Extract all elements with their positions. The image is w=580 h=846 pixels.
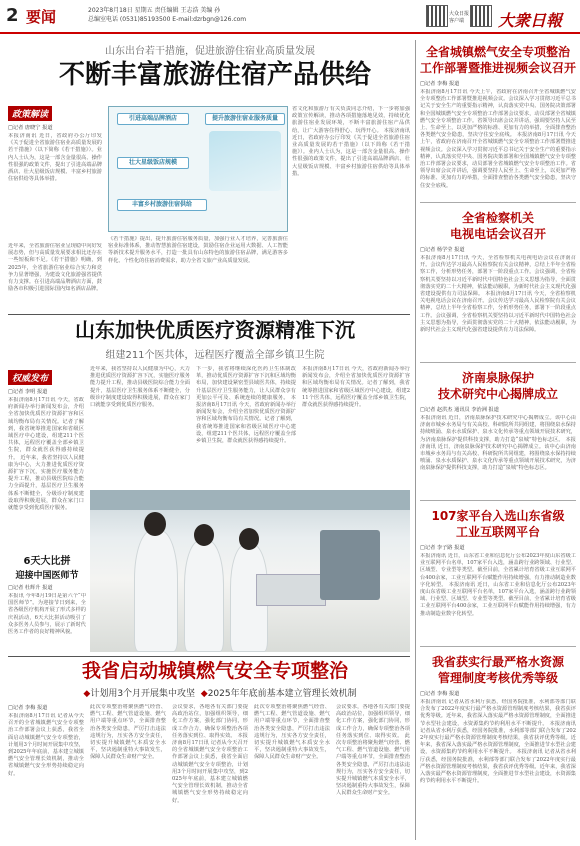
lead-paragraph: 《若干措施》提出，提升旅游住宿服务质量，加强行业人才培养，完善旅游住宿业标准体系，推动智慧旅游住宿建设，鼓励住宿企业运用大数据、人工智能等新技术提升服务水平，打造一批具有山东特色的旅游住宿品牌，满足游客多样化、个性化的住宿消费需求，助力全省文旅产业高质量发展。 bbox=[108, 236, 288, 264]
right-story5-headline bbox=[420, 654, 576, 686]
right-story1-headline bbox=[420, 44, 576, 76]
lead-byline: □记者 唐晓宁 报道 bbox=[8, 125, 53, 131]
qr-code-icon bbox=[426, 5, 448, 27]
medical-headline: 山东加快优质医疗资源精准下沉 bbox=[75, 318, 355, 342]
story-paragraph: 本报济南讯 记者从省水利厅获悉，经国务院批准，水利部等部门联合发布了2022年度实行最严格水资源管理制度考核结果，我省获评优秀等级。近年来，我省深入落实最严格水资源管理制度，全面推进节水型社会建设，水资源集约节约利用水平不断提升。 bbox=[420, 699, 576, 727]
story-divider bbox=[420, 362, 576, 363]
right-story2-body bbox=[420, 255, 576, 359]
doctor-figure bbox=[184, 540, 224, 652]
headline-line: 全省城镇燃气安全专项整治 bbox=[425, 45, 570, 59]
story-paragraph: 本报济南8月17日讯 今天，全省检察机关电视电话会议在济南召开。会议传达学习最高人民检察院有关会议精神，总结上半年全省检察工作，分析形势任务，部署下一阶段重点工作。会议强调，全省检察机关要坚持以习近平新时代中国特色社会主义思想为指导，全面贯彻落实党的二十大精神，依法能动履职，为新时代社会主义现代化强省建设提供有力司法保障。 bbox=[420, 291, 576, 334]
right-story2-headline bbox=[420, 210, 576, 242]
qr-code-icon bbox=[470, 5, 492, 27]
headline-line: 工作部署暨推进视频会议召开 bbox=[420, 61, 577, 75]
medical-body-col3 bbox=[196, 366, 296, 486]
gas-paragraph: 本报济南8月17日讯 记者从今天召开的全省城镇燃气安全专项整治工作部署会议上获悉，我省全面启动城镇燃气安全专项整治，计划用3个月时间开展集中攻坚，到2025年年底前，基本建立城镇燃气安全管理长效机制，推动全省城镇燃气安全形势持续稳定向好。 bbox=[172, 732, 248, 804]
gas-subheads bbox=[40, 686, 400, 699]
story-paragraph: 本报济南8月17日讯 今天上午，省政府在济南召开全省城镇燃气安全专项整治工作部署暨推进视频会议。会议深入学习贯彻习近平总书记关于安全生产的重要指示精神，认真落实党中央、国务院决策部署和全国城镇燃气安全专项整治工作部署会议要求，动员部署全省城镇燃气安全专项整治工作。省领导出席会议并讲话，强调要坚持人民至上、生命至上，以更加严格的标准、更加有力的举措，全面排查整治各类燃气安全隐患，坚决守住安全底线。 bbox=[420, 89, 576, 139]
gas-body-col2 bbox=[90, 704, 166, 841]
page-number: 2 bbox=[6, 5, 19, 26]
gas-paragraph: 此次专项整治将聚焦燃气经营、燃气工程、燃气管道设施、燃气用户端等重点环节，全面排查整治各类安全隐患，严厉打击违法违规行为，压实各方安全责任，切实提升城镇燃气本质安全水平，坚决遏制重特大事故发生，保障人民群众生命财产安全。 bbox=[90, 704, 166, 761]
right-story3-headline bbox=[420, 370, 576, 402]
medical-equipment bbox=[256, 574, 326, 606]
section-title: 要闻 bbox=[26, 8, 57, 26]
headline-line: 技术研究中心揭牌成立 bbox=[437, 387, 558, 401]
headline-line: 107家平台入选山东省级 bbox=[431, 509, 565, 523]
medical-paragraph: 近年来，我省坚持以人民健康为中心，大力推进优质医疗资源扩容下沉，实施医疗服务能力提升工程，推动县级医院综合能力全面提升，基层医疗卫生服务体系不断健全，分级诊疗制度建设取得积极进展，群众在家门口就能享受到优质医疗服务。 bbox=[90, 366, 190, 409]
headline-line: 工业互联网平台 bbox=[455, 525, 540, 539]
infographic-item: 丰富乡村旅游住宿供给 bbox=[117, 199, 207, 211]
medical-body-col1 bbox=[8, 397, 84, 543]
gas-body-col5 bbox=[336, 704, 410, 841]
right-story4-byline: □记者 李子路 报道 bbox=[420, 545, 465, 551]
lead-headline: 不断丰富旅游住宿产品供给 bbox=[58, 60, 371, 90]
column-divider bbox=[415, 40, 416, 840]
story-divider bbox=[420, 500, 576, 501]
sidebar-headline: 6天大比拼 bbox=[23, 556, 71, 567]
gas-body-col3 bbox=[172, 704, 248, 841]
doctor-head bbox=[194, 524, 214, 546]
story-paragraph: 本报济南讯 记者从省水利厅获悉，经国务院批准，水利部等部门联合发布了2022年度实行最严格水资源管理制度考核结果，我省获评优秀等级。近年来，我省深入落实最严格水资源管理制度，全面推进节水型社会建设，水资源集约节约利用水平不断提升。 bbox=[420, 720, 576, 756]
ceiling bbox=[90, 490, 410, 510]
story-paragraph: 本报济南讯 近日，济南泉脉保护技术研究中心揭牌成立。该中心由济南市城乡水务局与有关高校、科研院所共同组建，将围绕泉水保持持续喷涌、泉水水质保护、泉水文化传承等重点领域开展技术研究，为济南泉脉保护提供科技支撑，助力打造“泉城”特色标志区。 bbox=[420, 436, 576, 472]
infographic-item: 提升旅游住宿业服务质量 bbox=[205, 113, 285, 125]
right-story1-byline: □记者 李梅 报道 bbox=[420, 81, 460, 87]
newspaper-logo: 大衆日報 bbox=[498, 11, 563, 30]
gas-body-col1 bbox=[8, 713, 84, 841]
story-paragraph: 本报济南讯 记者从省水利厅获悉，经国务院批准，水利部等部门联合发布了2022年度实行最严格水资源管理制度考核结果，我省获评优秀等级。近年来，我省深入落实最严格水资源管理制度，全面推进节水型社会建设，水资源集约节约利用水平不断提升。 bbox=[420, 749, 576, 785]
lead-paragraph: 省文化和旅游厅有关负责同志介绍，下一步将加强政策宣传解读，推动各项措施落地见效，持续优化旅游住宿业发展环境，不断丰富旅游住宿产品供给，让广大游客住得舒心、玩得开心。 bbox=[292, 106, 410, 134]
patient-figure bbox=[320, 530, 380, 600]
dateline bbox=[88, 6, 288, 24]
story-paragraph: 本报济南讯 近日，济南泉脉保护技术研究中心揭牌成立。该中心由济南市城乡水务局与有关高校、科研院所共同组建，将围绕泉水保持持续喷涌、泉水水质保护、泉水文化传承等重点领域开展技术研究，为济南泉脉保护提供科技支撑，助力打造“泉城”特色标志区。 bbox=[420, 415, 576, 443]
medical-photo bbox=[90, 490, 410, 652]
right-story3-body bbox=[420, 415, 576, 495]
headline-line: 我省获实行最严格水资源 bbox=[431, 655, 564, 669]
section-divider bbox=[8, 656, 410, 657]
story-divider bbox=[420, 646, 576, 647]
section-divider bbox=[8, 314, 410, 315]
dateline-line-2: 总编室电话 (0531)85193500 E-mail:dzrbgn@126.com bbox=[88, 16, 247, 23]
diamond-bullet-icon: ◆ bbox=[200, 689, 208, 699]
gas-paragraph: 此次专项整治将聚焦燃气经营、燃气工程、燃气管道设施、燃气用户端等重点环节，全面排查整治各类安全隐患，严厉打击违法违规行为，压实各方安全责任，切实提升城镇燃气本质安全水平，坚决遏制重特大事故发生，保障人民群众生命财产安全。 bbox=[336, 732, 410, 797]
lead-paragraph: 本报济南讯 近日，省政府办公厅印发《关于促进全省旅游住宿业高质量发展的若干措施》（以下简称《若干措施》）。业内人士认为，这是一部含金量很高、操作性很强的政策文件，提出了引进高端品牌酒店、壮大星级饭店规模、丰富乡村旅游住宿供给等具体举措。 bbox=[8, 133, 102, 183]
sidebar-byline: □记者 杜辉升 报道 bbox=[8, 585, 53, 591]
lead-paragraph: 近年来，全省旅游住宿业呈现稳中向好发展态势，但与高质量发展要求相比还存在一些短板和不足。《若干措施》明确，到2025年，全省旅游住宿业综合实力和竞争力显著增强，为建设文化旅游强省提供有力支撑。在引进高端品牌酒店方面，鼓励各市积极引进国际国内知名酒店品牌。 bbox=[8, 243, 102, 293]
lead-body-col3 bbox=[292, 106, 410, 311]
doctor-head bbox=[144, 512, 166, 536]
infographic bbox=[108, 106, 288, 232]
headline-line: 电视电话会议召开 bbox=[449, 227, 546, 241]
gas-paragraph: 会议要求，各地各有关部门要提高政治站位，加强组织领导，细化工作方案，强化部门协同，形成工作合力，确保专项整治各项任务落实到位、取得实效。 bbox=[336, 704, 410, 739]
medical-byline: □记者 李明 报道 bbox=[8, 389, 48, 395]
gas-headline: 我省启动城镇燃气安全专项整治 bbox=[81, 660, 348, 682]
medical-body-col2 bbox=[90, 366, 190, 486]
story-paragraph: 本报济南8月17日讯 今天，全省检察机关电视电话会议在济南召开。会议传达学习最高人民检察院有关会议精神，总结上半年全省检察工作，分析形势任务，部署下一阶段重点工作。会议强调，全省检察机关要坚持以习近平新时代中国特色社会主义思想为指导，全面贯彻落实党的二十大精神，依法能动履职，为新时代社会主义现代化强省建设提供有力司法保障。 bbox=[420, 255, 576, 298]
right-story2-byline: □记者 杨学莹 报道 bbox=[420, 247, 465, 253]
gas-paragraph: 本报济南8月17日讯 记者从今天召开的全省城镇燃气安全专项整治工作部署会议上获悉，我省全面启动城镇燃气安全专项整治，计划用3个月时间开展集中攻坚，到2025年年底前，基本建立城镇燃气安全管理长效机制，推动全省城镇燃气安全形势持续稳定向好。 bbox=[8, 713, 84, 777]
story-paragraph: 本报济南讯 近日，山东省工业和信息化厅公布2023年度山东省级工业互联网平台名单，107家平台入选，涵盖跨行业跨领域、行业型、区域型、专业型等类型。截至目前，全省累计培育省级工业互联网平台400余家，工业互联网平台赋能作用持续增强，有力推动制造业数字化转型。 bbox=[420, 553, 576, 588]
right-story5-body bbox=[420, 699, 576, 841]
lead-tag: 政策解读 bbox=[8, 106, 52, 121]
lead-paragraph: 本报济南讯 近日，省政府办公厅印发《关于促进全省旅游住宿业高质量发展的若干措施》（以下简称《若干措施》）。业内人士认为，这是一部含金量很高、操作性很强的政策文件，提出了引进高端品牌酒店、壮大星级饭店规模、丰富乡村旅游住宿供给等具体举措。 bbox=[292, 127, 410, 177]
right-story3-byline: □记者 赵洪杰 通讯员 李治洲 报道 bbox=[420, 407, 499, 413]
medical-subhead: 组建211个医共体，远程医疗覆盖全部乡镇卫生院 bbox=[105, 350, 325, 361]
gas-byline: □记者 李梅 报道 bbox=[8, 705, 48, 711]
story-divider bbox=[420, 202, 576, 203]
diamond-bullet-icon: ◆ bbox=[83, 689, 91, 699]
story-paragraph: 本报济南讯 近日，山东省工业和信息化厅公布2023年度山东省级工业互联网平台名单，107家平台入选，涵盖跨行业跨领域、行业型、区域型、专业型等类型。截至目前，全省累计培育省级工业互联网平台400余家，工业互联网平台赋能作用持续增强，有力推动制造业数字化转型。 bbox=[420, 581, 576, 617]
headline-line: 管理制度考核优秀等级 bbox=[437, 671, 558, 685]
sidebar-body bbox=[8, 593, 86, 653]
medical-paragraph: 近年来，我省坚持以人民健康为中心，大力推进优质医疗资源扩容下沉，实施医疗服务能力提升工程，推动县级医院综合能力全面提升，基层医疗卫生服务体系不断健全，分级诊疗制度建设取得积极进展，群众在家门口就能享受到优质医疗服务。 bbox=[8, 454, 84, 512]
medical-paragraph: 下一步，我省将继续深化医药卫生体制改革，推动优质医疗资源扩容下沉和区域均衡布局，加快建设紧密型县域医共体，持续提升基层医疗卫生服务能力，让人民群众享有更加公平可及、系统连续的健康服务。 bbox=[196, 366, 296, 401]
sidebar-paragraph: 本报讯 今年8月19日是第六个“中国医师节”。为迎接节日到来，全省各级医疗机构开展了形式多样的庆祝活动，6天大比拼活动吸引了众多医务人员参与，展示了新时代医务工作者的良好精神风貌。 bbox=[8, 593, 86, 636]
medical-paragraph: 本报济南8月17日讯 今天，省政府新闻办举行新闻发布会，介绍全省加快优质医疗资源扩容和区域均衡布局有关情况。记者了解到，我省统筹推进国家和省级区域医疗中心建设，组建211个医共体，远程医疗覆盖全部乡镇卫生院，群众就医获得感持续提升。 bbox=[8, 397, 84, 461]
gas-subhead-1: 计划用3个月开展集中攻坚 bbox=[90, 689, 196, 699]
lead-body-col2 bbox=[108, 236, 288, 311]
medical-body-col4 bbox=[302, 366, 410, 486]
lead-body-col1 bbox=[8, 133, 102, 241]
gas-paragraph: 会议要求，各地各有关部门要提高政治站位，加强组织领导，细化工作方案，强化部门协同，形成工作合力，确保专项整治各项任务落实到位、取得实效。 bbox=[172, 704, 248, 739]
right-story4-headline bbox=[420, 508, 576, 540]
doctor-figure bbox=[134, 530, 178, 652]
doctor-head bbox=[239, 528, 259, 550]
right-story5-byline: □记者 李梅 报道 bbox=[420, 691, 460, 697]
lead-body-col1b bbox=[8, 243, 102, 311]
medical-paragraph: 本报济南8月17日讯 今天，省政府新闻办举行新闻发布会，介绍全省加快优质医疗资源扩容和区域均衡布局有关情况。记者了解到，我省统筹推进国家和省级区域医疗中心建设，组建211个医共体，远程医疗覆盖全部乡镇卫生院，群众就医获得感持续提升。 bbox=[302, 366, 410, 409]
dateline-line-1: 2023年8月18日 星期五 责任编辑 王志浩 美编 孙 bbox=[88, 7, 221, 14]
medical-tag: 权威发布 bbox=[8, 370, 52, 385]
gas-body-col4 bbox=[254, 704, 330, 841]
medical-paragraph: 本报济南8月17日讯 今天，省政府新闻办举行新闻发布会，介绍全省加快优质医疗资源扩容和区域均衡布局有关情况。记者了解到，我省统筹推进国家和省级区域医疗中心建设，组建211个医共体，远程医疗覆盖全部乡镇卫生院，群众就医获得感持续提升。 bbox=[196, 394, 296, 445]
gas-subhead-2: 2025年年底前基本建立管理长效机制 bbox=[207, 689, 357, 699]
qr-label-1: 大众日报客户端 bbox=[449, 11, 470, 24]
right-story1-body bbox=[420, 89, 576, 199]
infographic-item: 壮大星级饭店规模 bbox=[117, 157, 189, 169]
hotel-illustration-icon bbox=[209, 131, 281, 191]
sidebar-subhead: 迎接中国医师节 bbox=[15, 571, 79, 581]
gas-paragraph: 此次专项整治将聚焦燃气经营、燃气工程、燃气管道设施、燃气用户端等重点环节，全面排查整治各类安全隐患，严厉打击违法违规行为，压实各方安全责任，切实提升城镇燃气本质安全水平，坚决遏制重特大事故发生，保障人民群众生命财产安全。 bbox=[254, 704, 330, 761]
story-paragraph: 本报济南8月17日讯 今天上午，省政府在济南召开全省城镇燃气安全专项整治工作部署暨推进视频会议。会议深入学习贯彻习近平总书记关于安全生产的重要指示精神，认真落实党中央、国务院决策部署和全国城镇燃气安全专项整治工作部署会议要求，动员部署全省城镇燃气安全专项整治工作。省领导出席会议并讲话，强调要坚持人民至上、生命至上，以更加严格的标准、更加有力的举措，全面排查整治各类燃气安全隐患，坚决守住安全底线。 bbox=[420, 132, 576, 189]
masthead bbox=[0, 0, 580, 34]
lead-kicker: 山东出台若干措施，促进旅游住宿业高质量发展 bbox=[105, 46, 315, 57]
headline-line: 济南泉脉保护 bbox=[461, 371, 534, 385]
infographic-item: 引进高端品牌酒店 bbox=[117, 113, 189, 125]
right-story4-body bbox=[420, 553, 576, 643]
headline-line: 全省检察机关 bbox=[461, 211, 534, 225]
